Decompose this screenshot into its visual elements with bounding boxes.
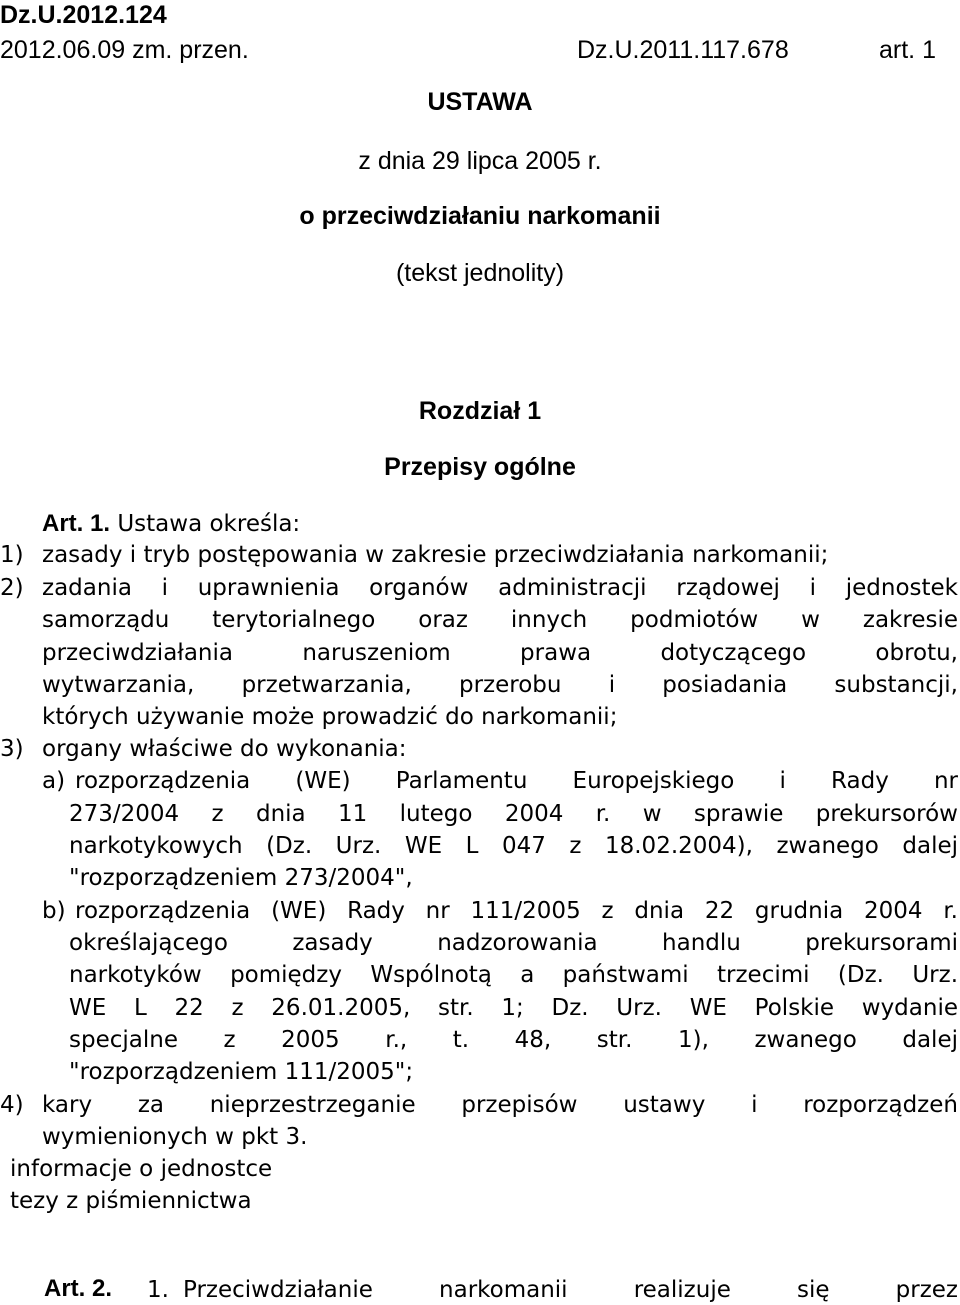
item-line: organy właściwe do wykonania: — [42, 736, 407, 762]
subitem-line: WE L 22 z 26.01.2005, str. 1; Dz. Urz. WE Polskie wydanie — [69, 995, 958, 1021]
article-2-text: Przeciwdziałanie narkomanii realizuje się przez — [183, 1277, 958, 1303]
act-subject: o przeciwdziałaniu narkomanii — [299, 202, 661, 230]
chapter-name: Przepisy ogólne — [384, 453, 576, 481]
article-1-heading — [42, 509, 300, 539]
item-line: których używanie może prowadzić do narkomanii; — [42, 704, 618, 730]
article-2-label: Art. 2. — [44, 1275, 113, 1302]
item-line: zasady i tryb postępowania w zakresie przeciwdziałania narkomanii; — [42, 542, 829, 568]
item-line: zadania i uprawnienia organów administracji rządowej i jednostek — [42, 575, 958, 601]
unit-info-link[interactable]: informacje o jednostce — [10, 1156, 273, 1182]
subitem-line: specjalne z 2005 r., t. 48, str. 1), zwanego dalej — [69, 1027, 958, 1053]
item-line: wytwarzania, przetwarzania, przerobu i posiadania substancji, — [42, 672, 958, 698]
article-1-intro: Ustawa określa: — [117, 511, 301, 537]
article-2-paragraph-number: 1. — [147, 1277, 169, 1303]
source-reference: Dz.U.2011.117.678 — [577, 36, 789, 64]
item-number: 2) — [0, 575, 24, 601]
subitem-letter: a) — [42, 768, 66, 794]
item-number: 1) — [0, 542, 24, 568]
act-type: USTAWA — [427, 88, 533, 116]
consolidated-text-note: (tekst jednolity) — [395, 259, 565, 287]
subitem-line: 273/2004 z dnia 11 lutego 2004 r. w sprawie prekursorów — [69, 801, 958, 827]
subitem-line: rozporządzenia (WE) Parlamentu Europejskiego i Rady nr — [75, 768, 958, 794]
item-line: przeciwdziałania naruszeniom prawa dotyczącego obrotu, — [42, 640, 958, 666]
item-line: samorządu terytorialnego oraz innych podmiotów w zakresie — [42, 607, 958, 633]
subitem-line: "rozporządzeniem 111/2005"; — [69, 1059, 414, 1085]
item-line: kary za nieprzestrzeganie przepisów ustawy i rozporządzeń — [42, 1092, 958, 1118]
subitem-line: rozporządzenia (WE) Rady nr 111/2005 z dnia 22 grudnia 2004 r. — [75, 898, 958, 924]
literature-theses-link[interactable]: tezy z piśmiennictwa — [10, 1188, 252, 1214]
subitem-line: "rozporządzeniem 273/2004", — [69, 865, 413, 891]
subitem-line: określającego zasady nadzorowania handlu prekursorami — [69, 930, 958, 956]
subitem-letter: b) — [42, 898, 66, 924]
subitem-line: narkotykowych (Dz. Urz. WE L 047 z 18.02.2004), zwanego dalej — [69, 833, 958, 859]
chapter-number: Rozdział 1 — [418, 397, 542, 425]
article-1-label: Art. 1. — [42, 510, 111, 537]
article-reference: art. 1 — [879, 36, 936, 64]
act-date: z dnia 29 lipca 2005 r. — [358, 147, 602, 175]
journal-reference: Dz.U.2012.124 — [0, 1, 167, 29]
item-number: 3) — [0, 736, 24, 762]
subitem-line: narkotyków pomiędzy Wspólnotą a państwami trzecimi (Dz. Urz. — [69, 962, 958, 988]
change-date: 2012.06.09 zm. przen. — [0, 36, 249, 64]
item-number: 4) — [0, 1092, 24, 1118]
item-line: wymienionych w pkt 3. — [42, 1124, 308, 1150]
